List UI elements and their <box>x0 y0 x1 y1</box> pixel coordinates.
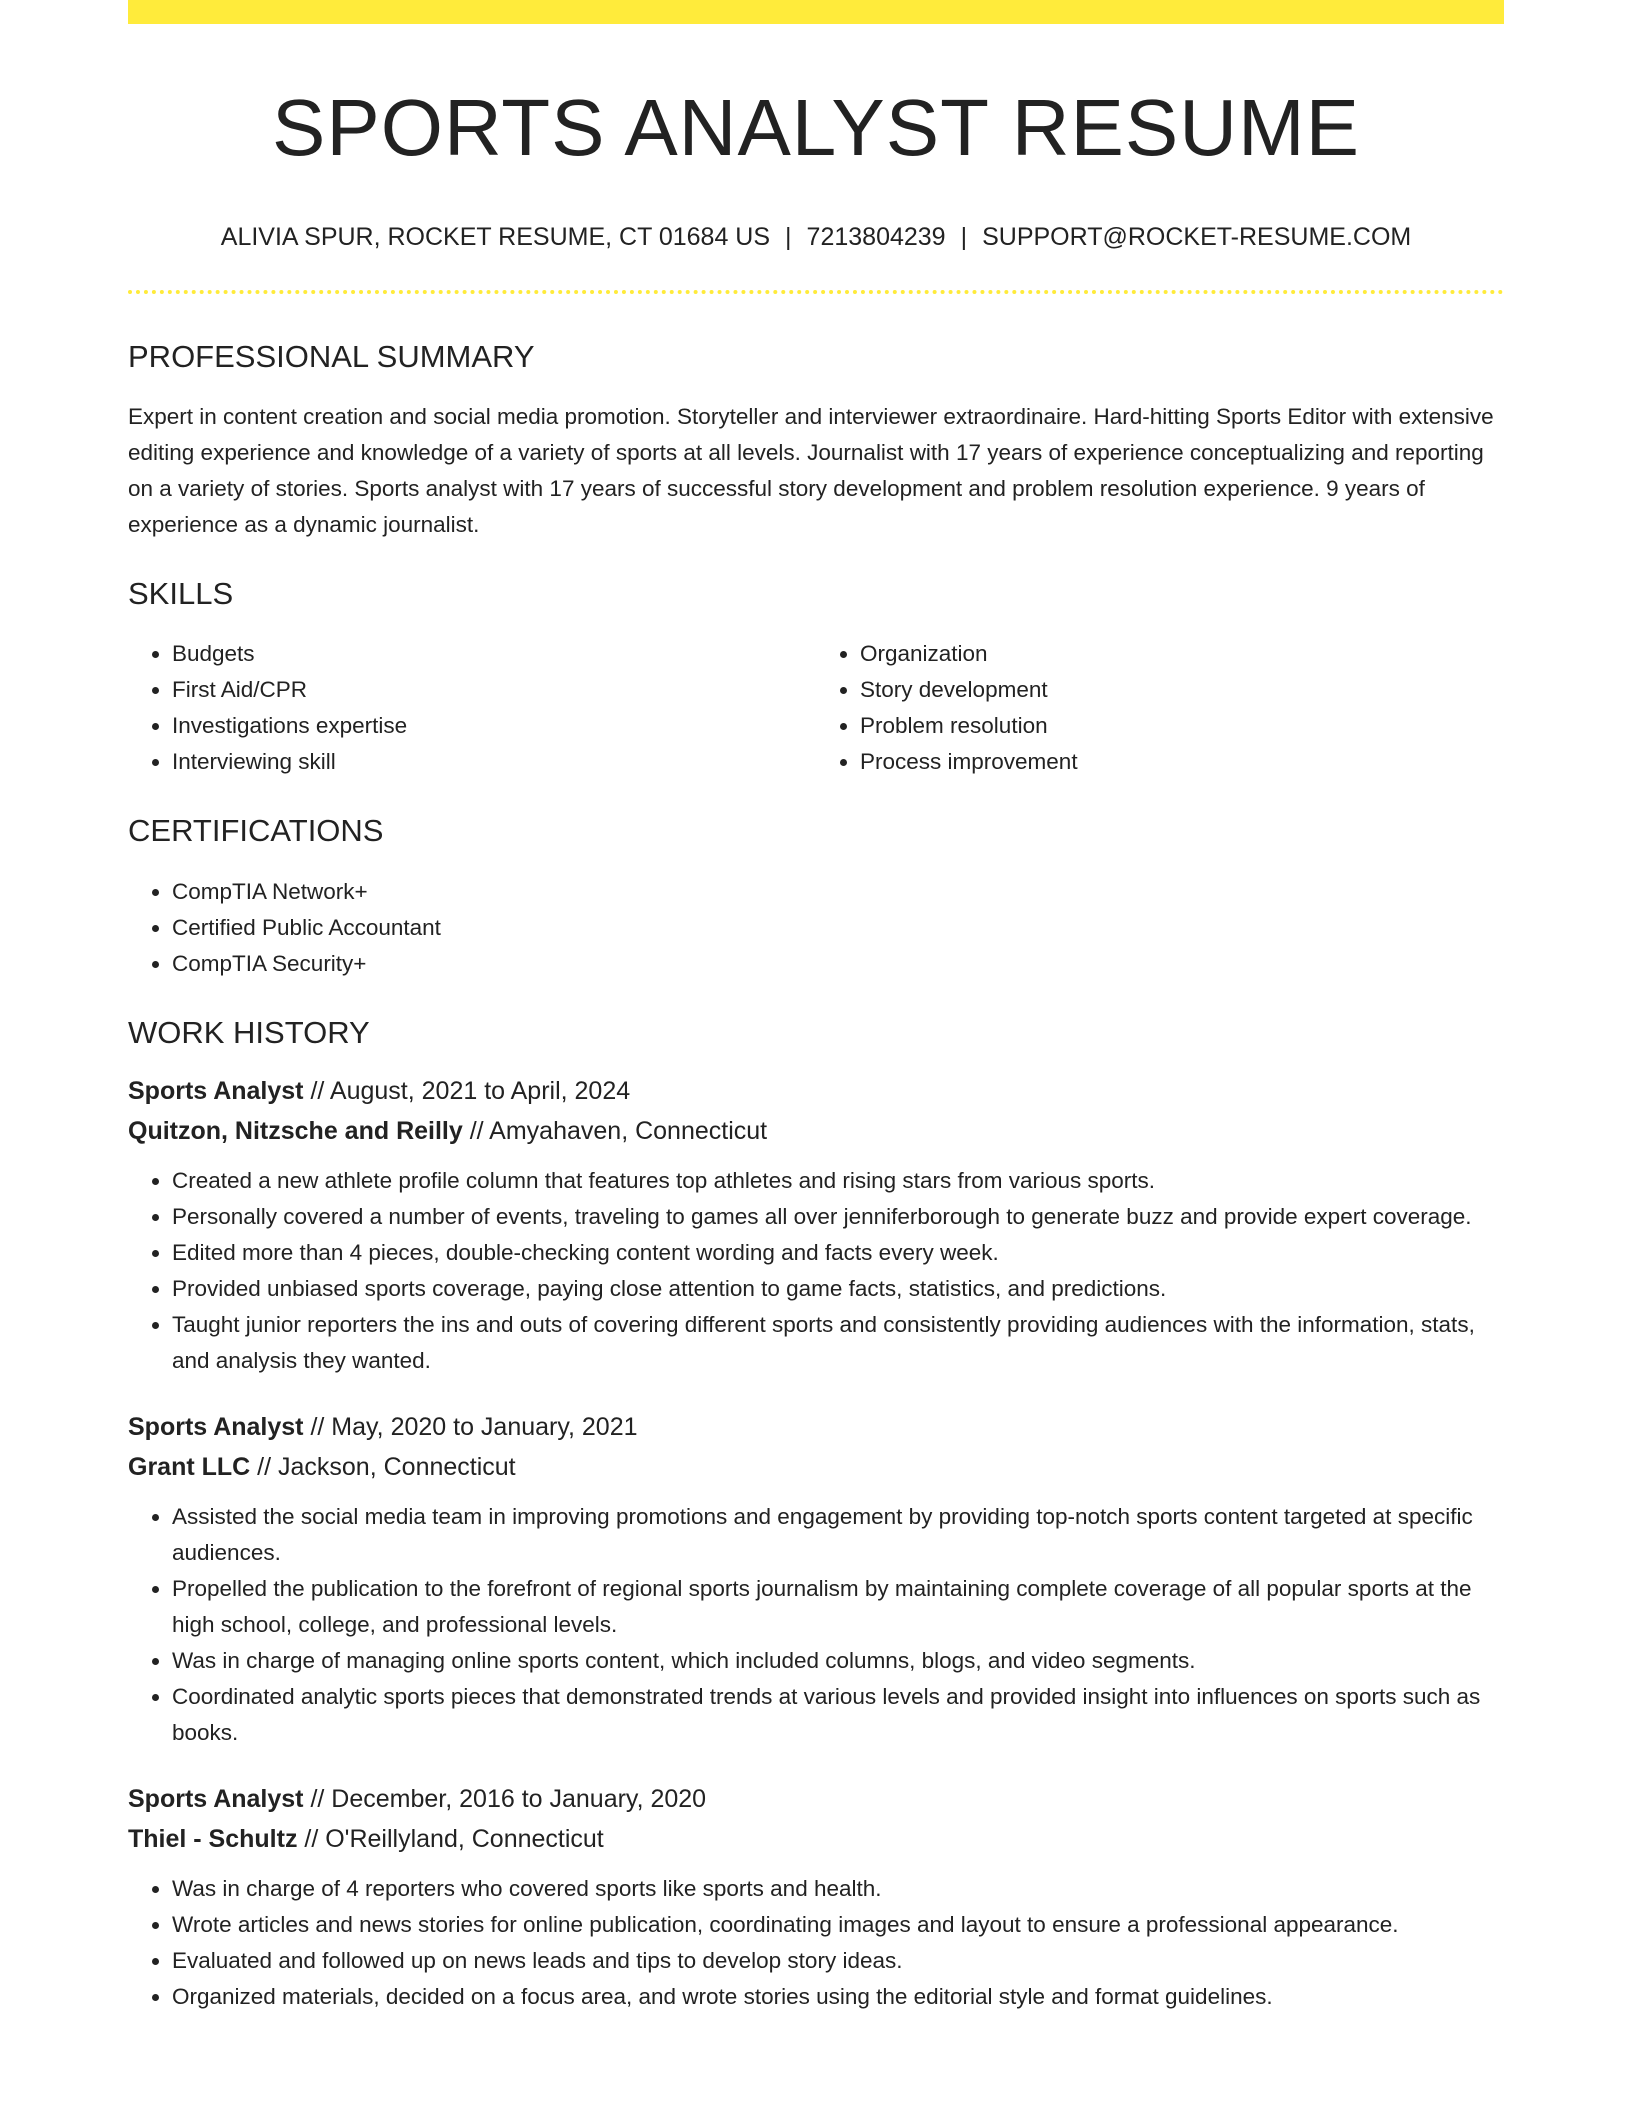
job-title: Sports Analyst <box>128 1412 304 1441</box>
job-bullet: • Wrote articles and news stories for online publication, coordinating images and layout to ensure a professional appearance. <box>172 1907 1504 1943</box>
skills-columns <box>128 636 1504 780</box>
job-entry <box>128 1071 1504 1379</box>
skill-item: • Investigations expertise <box>172 708 816 744</box>
certification-item: • Certified Public Accountant <box>172 910 1504 946</box>
job-title-line <box>128 1779 1504 1819</box>
job-entry <box>128 1407 1504 1751</box>
job-dates: // August, 2021 to April, 2024 <box>303 1076 631 1105</box>
job-bullet: • Evaluated and followed up on news leads and tips to develop story ideas. <box>172 1943 1504 1979</box>
job-bullet: • Taught junior reporters the ins and outs of covering different sports and consistently providing audiences with the information, stats, and analysis they wanted. <box>172 1307 1504 1379</box>
job-bullet: • Provided unbiased sports coverage, paying close attention to game facts, statistics, and predictions. <box>172 1271 1504 1307</box>
job-company-line <box>128 1819 1504 1859</box>
dotted-divider <box>128 290 1504 294</box>
skill-item: • Problem resolution <box>860 708 1504 744</box>
job-bullet: • Propelled the publication to the forefront of regional sports journalism by maintaining complete coverage of all popular sports at the high school, college, and professional levels. <box>172 1571 1504 1643</box>
job-title-line <box>128 1407 1504 1447</box>
job-bullets <box>128 1871 1504 2015</box>
job-location: // O'Reillyland, Connecticut <box>297 1824 604 1853</box>
summary-text: Expert in content creation and social media promotion. Storyteller and interviewer extraordinaire. Hard-hitting Sports Editor with extensive editing experience and knowledge of a variety of sports at all levels. Journalist with 17 years of experience conceptualizing and reporting on a variety of stories. Sports analyst with 17 years of successful story development and problem resolution experience. 9 years of experience as a dynamic journalist. <box>128 404 1494 538</box>
job-bullet: • Edited more than 4 pieces, double-checking content wording and facts every week. <box>172 1235 1504 1271</box>
skill-item: • Process improvement <box>860 744 1504 780</box>
certifications-list <box>128 874 1504 982</box>
work-history-heading: WORK HISTORY <box>128 1014 370 1050</box>
job-title: Sports Analyst <box>128 1784 304 1813</box>
job-location: // Jackson, Connecticut <box>250 1452 516 1481</box>
accent-top-bar <box>128 0 1504 24</box>
contact-separator: | <box>785 223 792 251</box>
skills-right-list <box>816 636 1504 780</box>
skills-left-list <box>128 636 816 780</box>
summary-heading: PROFESSIONAL SUMMARY <box>128 339 535 374</box>
job-dates: // May, 2020 to January, 2021 <box>303 1412 638 1441</box>
skill-item: • First Aid/CPR <box>172 672 816 708</box>
contact-email: SUPPORT@ROCKET-RESUME.COM <box>982 223 1412 251</box>
job-bullet: • Coordinated analytic sports pieces that demonstrated trends at various levels and provided insight into influences on sports such as books. <box>172 1679 1504 1751</box>
skill-item: • Interviewing skill <box>172 744 816 780</box>
job-bullet: • Organized materials, decided on a focus area, and wrote stories using the editorial style and format guidelines. <box>172 1979 1504 2015</box>
certifications-heading: CERTIFICATIONS <box>128 813 384 849</box>
job-location: // Amyahaven, Connecticut <box>462 1116 768 1145</box>
job-bullets <box>128 1163 1504 1379</box>
job-company-line <box>128 1447 1504 1487</box>
job-company-line <box>128 1111 1504 1151</box>
resume-title: SPORTS ANALYST RESUME <box>272 83 1360 172</box>
contact-separator: | <box>960 223 968 251</box>
job-company: Grant LLC <box>128 1452 251 1481</box>
job-bullet: • Created a new athlete profile column that features top athletes and rising stars from various sports. <box>172 1163 1504 1199</box>
job-company: Thiel - Schultz <box>128 1824 298 1853</box>
resume-page <box>128 0 1504 2015</box>
contact-phone: 7213804239 <box>806 223 946 251</box>
certification-item: • CompTIA Network+ <box>172 874 1504 910</box>
job-title: Sports Analyst <box>128 1076 304 1105</box>
job-bullet: • Was in charge of managing online sports content, which included columns, blogs, and video segments. <box>172 1643 1504 1679</box>
job-title-line <box>128 1071 1504 1111</box>
job-entry <box>128 1779 1504 2015</box>
job-bullet: • Personally covered a number of events, traveling to games all over jenniferborough to generate buzz and provide expert coverage. <box>172 1199 1504 1235</box>
job-bullet: • Was in charge of 4 reporters who covered sports like sports and health. <box>172 1871 1504 1907</box>
skill-item: • Story development <box>860 672 1504 708</box>
skill-item: • Organization <box>860 636 1504 672</box>
job-bullet: • Assisted the social media team in improving promotions and engagement by providing top-notch sports content targeted at specific audiences. <box>172 1499 1504 1571</box>
contact-line <box>128 222 1504 252</box>
skill-item: • Budgets <box>172 636 816 672</box>
job-dates: // December, 2016 to January, 2020 <box>303 1784 707 1813</box>
job-bullets <box>128 1499 1504 1751</box>
certification-item: • CompTIA Security+ <box>172 946 1504 982</box>
contact-address: ALIVIA SPUR, ROCKET RESUME, CT 01684 US <box>220 223 771 251</box>
job-company: Quitzon, Nitzsche and Reilly <box>128 1116 463 1145</box>
skills-heading: SKILLS <box>128 576 234 612</box>
